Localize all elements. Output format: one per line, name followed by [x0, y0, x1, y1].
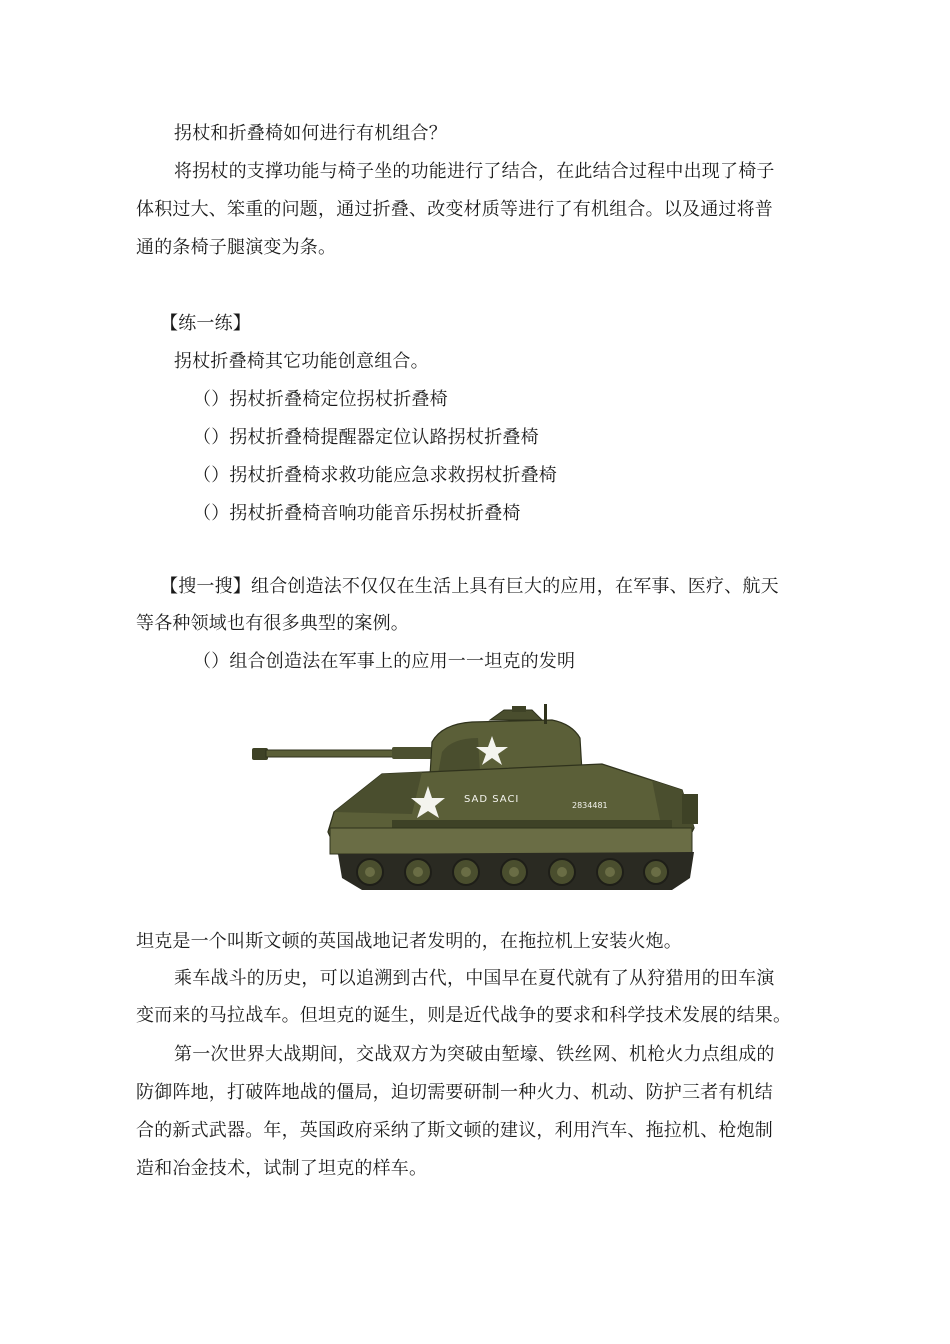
tank-turret	[430, 704, 582, 776]
history-para3-line-2: 防御阵地，打破阵地战的僵局，迫切需要研制一种火力、机动、防护三者有机结	[136, 1082, 773, 1103]
practice-item-3: （）拐杖折叠椅求救功能应急求救拐杖折叠椅	[193, 465, 557, 486]
practice-intro: 拐杖折叠椅其它功能创意组合。	[174, 351, 429, 372]
search-item: （）组合创造法在军事上的应用一一坦克的发明	[193, 651, 576, 672]
tank-hull	[328, 764, 698, 854]
practice-item-4: （）拐杖折叠椅音响功能音乐拐杖折叠椅	[193, 503, 521, 524]
tank-gun	[252, 747, 436, 760]
history-para3-line-3: 合的新式武器。年，英国政府采纳了斯文顿的建议，利用汽车、拖拉机、枪炮制	[136, 1120, 773, 1141]
search-line-1: 【搜一搜】组合创造法不仅仅在生活上具有巨大的应用，在军事、医疗、航天	[160, 576, 779, 597]
answer-line-2: 体积过大、笨重的问题，通过折叠、改变材质等进行了有机组合。以及通过将普	[136, 199, 773, 220]
history-para2-line-1: 乘车战斗的历史，可以追溯到古代，中国早在夏代就有了从狩猎用的田车演	[174, 968, 775, 989]
history-para2-line-2: 变而来的马拉战车。但坦克的诞生，则是近代战争的要求和科学技术发展的结果。	[136, 1005, 792, 1026]
question-heading: 拐杖和折叠椅如何进行有机组合？	[174, 123, 447, 144]
tank-image	[242, 702, 702, 902]
practice-item-1: （）拐杖折叠椅定位拐杖折叠椅	[193, 389, 448, 410]
tank-serial: 2834481	[572, 801, 608, 810]
tank-illustration	[242, 702, 702, 902]
history-line-1: 坦克是一个叫斯文顿的英国战地记者发明的，在拖拉机上安装火炮。	[136, 931, 682, 952]
search-line-2: 等各种领域也有很多典型的案例。	[136, 613, 409, 634]
tank-hull-name: SAD SACI	[464, 794, 520, 805]
history-para3-line-1: 第一次世界大战期间，交战双方为突破由堑壕、铁丝网、机枪火力点组成的	[174, 1044, 775, 1065]
practice-heading: 【练一练】	[160, 313, 251, 334]
practice-item-2: （）拐杖折叠椅提醒器定位认路拐杖折叠椅	[193, 427, 539, 448]
answer-line-3: 通的条椅子腿演变为条。	[136, 237, 337, 258]
history-para3-line-4: 造和冶金技术，试制了坦克的样车。	[136, 1158, 428, 1179]
answer-line-1: 将拐杖的支撑功能与椅子坐的功能进行了结合，在此结合过程中出现了椅子	[174, 161, 775, 182]
